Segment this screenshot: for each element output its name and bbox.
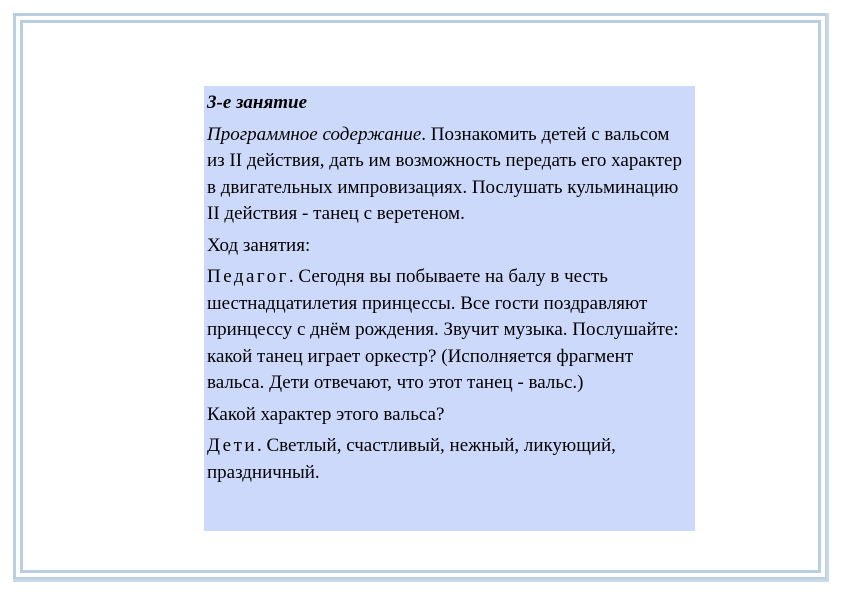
frame-bottom-shadow (13, 579, 829, 582)
children-paragraph (207, 433, 691, 486)
question-paragraph: Какой характер этого вальса? (207, 403, 445, 425)
children-speaker: Дети (207, 435, 257, 456)
program-text: . Познакомить детей с вальсом из II действия, дать им возможность передать его характер в двигательных импровизациях. Послушать кульминацию II действия - танец с веретеном. (207, 123, 682, 224)
teacher-text: . Сегодня вы побываете на балу в честь шестнадцатилетия принцессы. Все гости поздравляют принцессу с днём рождения. Звучит музыка. Послушайте: какой танец играет оркестр? (Исполняется фрагмент вальса. Дети отвечают, что этот танец - вальс.) (207, 266, 679, 393)
lesson-heading: 3-е занятие (207, 92, 308, 113)
teacher-paragraph (207, 264, 691, 397)
program-label: Программное содержание (207, 123, 422, 145)
frame-right-shadow (826, 13, 829, 582)
lesson-text-box (204, 86, 695, 531)
program-paragraph (207, 122, 691, 228)
children-text: . Светлый, счастливый, нежный, ликующий, праздничный. (207, 435, 616, 483)
course-label: Ход занятия: (207, 234, 311, 256)
teacher-speaker: Педагог (207, 266, 289, 287)
